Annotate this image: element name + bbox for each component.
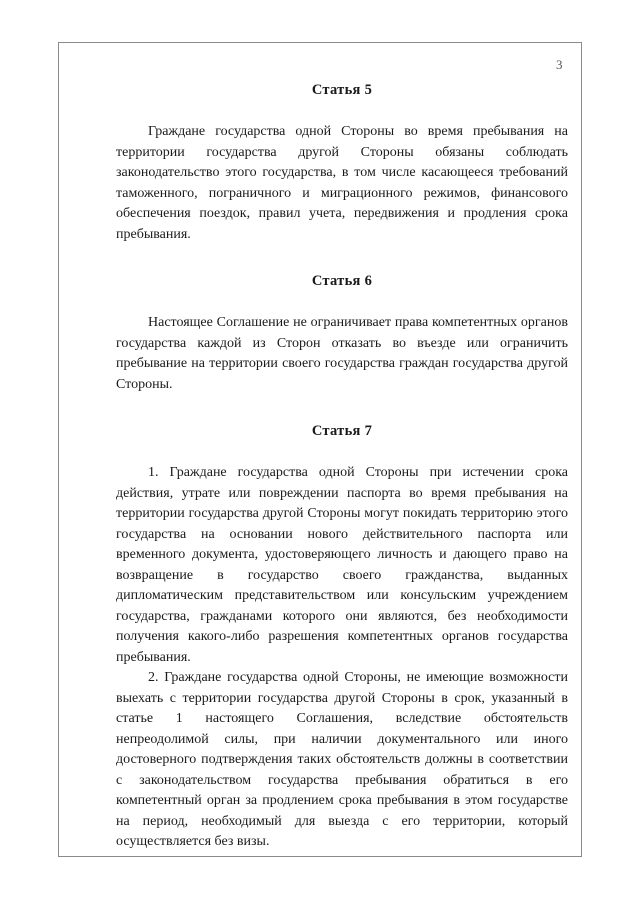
article-heading: Статья 7	[311, 423, 373, 439]
document-body	[116, 80, 568, 853]
article-heading: Статья 6	[311, 273, 373, 289]
article-paragraph: 1. Граждане государства одной Стороны при истечении срока действия, утрате или повреждении паспорта во время пребывания на территории государства другой Стороны могут покидать территорию этого государства на основании нового действительного паспорта или временного документа, удостоверяющего личность и дающего право на возвращение в государство своего гражданства, выданных дипломатическим представительством или консульским учреждением государства, гражданами которого они являются, без необходимости получения какого-либо разрешения компетентных органов государства пребывания.	[116, 465, 568, 665]
article-7	[116, 421, 568, 853]
article-heading: Статья 5	[311, 82, 373, 98]
page-number: 3	[556, 57, 563, 72]
article-paragraph: Граждане государства одной Стороны во время пребывания на территории государства другой Стороны обязаны соблюдать законодательство этого государства, в том числе касающееся требований таможенного, пограничного и миграционного режимов, финансового обеспечения поездок, правил учета, передвижения и продления срока пребывания.	[116, 124, 568, 242]
article-paragraph: Настоящее Соглашение не ограничивает права компетентных органов государства каждой из Сторон отказать во въезде или ограничить пребывание на территории своего государства граждан государства другой Стороны.	[116, 315, 568, 392]
article-5	[116, 80, 568, 245]
article-6	[116, 271, 568, 395]
article-paragraph: 2. Граждане государства одной Стороны, не имеющие возможности выехать с территории государства другой Стороны в срок, указанный в статье 1 настоящего Соглашения, вследствие обстоятельств непреодолимой силы, при наличии документального или иного достоверного подтверждения таких обстоятельств должны в соответствии с законодательством государства пребывания обратиться в его компетентный орган за продлением срока пребывания в этом государстве на период, необходимый для выезда с его территории, который осуществляется без визы.	[116, 670, 568, 849]
